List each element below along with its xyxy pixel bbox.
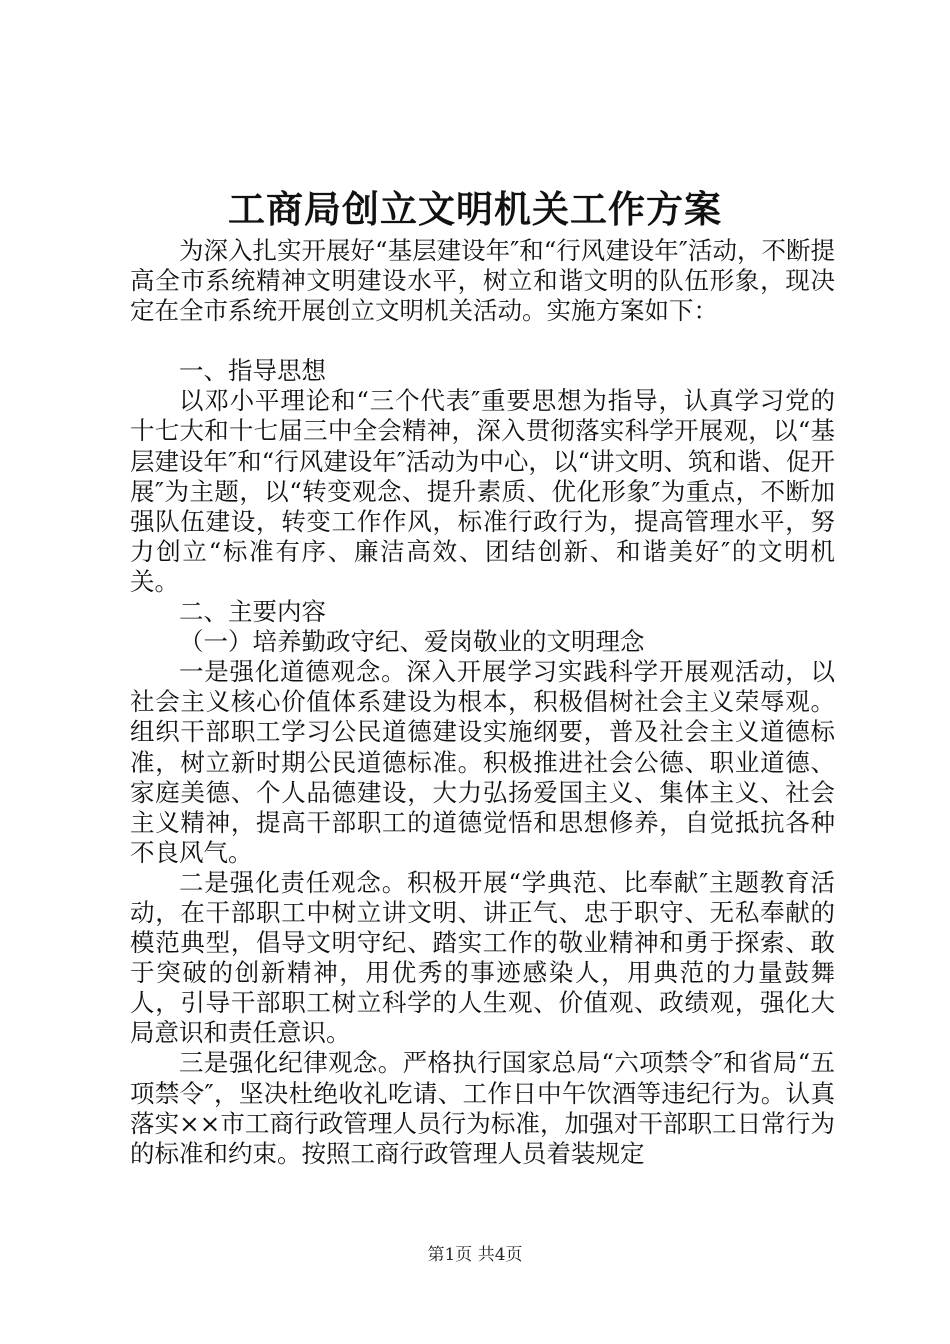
intro-paragraph: 为深入扎实开展好“基层建设年″和“行风建设年″活动，不断提高全市系统精神文明建设水平，树立和谐文明的队伍形象，现决定在全市系统开展创立文明机关活动。实施方案如下： bbox=[130, 236, 835, 326]
section-heading-guiding-thought: 一、指导思想 bbox=[179, 356, 326, 386]
section-heading-main-content: 二、主要内容 bbox=[179, 597, 326, 627]
page-number-footer: 第1页 共4页 bbox=[427, 1245, 523, 1265]
moral-concept-paragraph: 一是强化道德观念。深入开展学习实践科学开展观活动，以社会主义核心价值体系建设为根本，积极倡树社会主义荣辱观。组织干部职工学习公民道德建设实施纲要，普及社会主义道德标准，树立新时期公民道德标准。积极推进社会公德、职业道德、家庭美德、个人品德建设，大力弘扬爱国主义、集体主义、社会主义精神，提高干部职工的道德觉悟和思想修养，自觉抵抗各种不良风气。 bbox=[130, 657, 835, 867]
guiding-thought-paragraph: 以邓小平理论和“三个代表″重要思想为指导，认真学习党的十七大和十七届三中全会精神，深入贯彻落实科学开展观，以“基层建设年″和“行风建设年″活动为中心，以“讲文明、筑和谐、促开展″为主题，以“转变观念、提升素质、优化形象″为重点，不断加强队伍建设，转变工作作风，标准行政行为，提高管理水平，努力创立“标准有序、廉洁高效、团结创新、和谐美好″的文明机关。 bbox=[130, 386, 835, 596]
document-title: 工商局创立文明机关工作方案 bbox=[228, 187, 722, 231]
responsibility-concept-paragraph: 二是强化责任观念。积极开展“学典范、比奉献″主题教育活动，在干部职工中树立讲文明、讲正气、忠于职守、无私奉献的模范典型，倡导文明守纪、踏实工作的敬业精神和勇于探索、敢于突破的创新精神，用优秀的事迹感染人，用典范的力量鼓舞人，引导干部职工树立科学的人生观、价值观、政绩观，强化大局意识和责任意识。 bbox=[130, 867, 835, 1048]
document-body bbox=[130, 236, 835, 1169]
discipline-concept-paragraph: 三是强化纪律观念。严格执行国家总局“六项禁令″和省局“五项禁令″，坚决杜绝收礼吃请、工作日中午饮酒等违纪行为。认真落实××市工商行政管理人员行为标准，加强对干部职工日常行为的标准和约束。按照工商行政管理人员着装规定 bbox=[130, 1048, 835, 1168]
subsection-heading-1: （一）培养勤政守纪、爱岗敬业的文明理念 bbox=[179, 627, 645, 657]
